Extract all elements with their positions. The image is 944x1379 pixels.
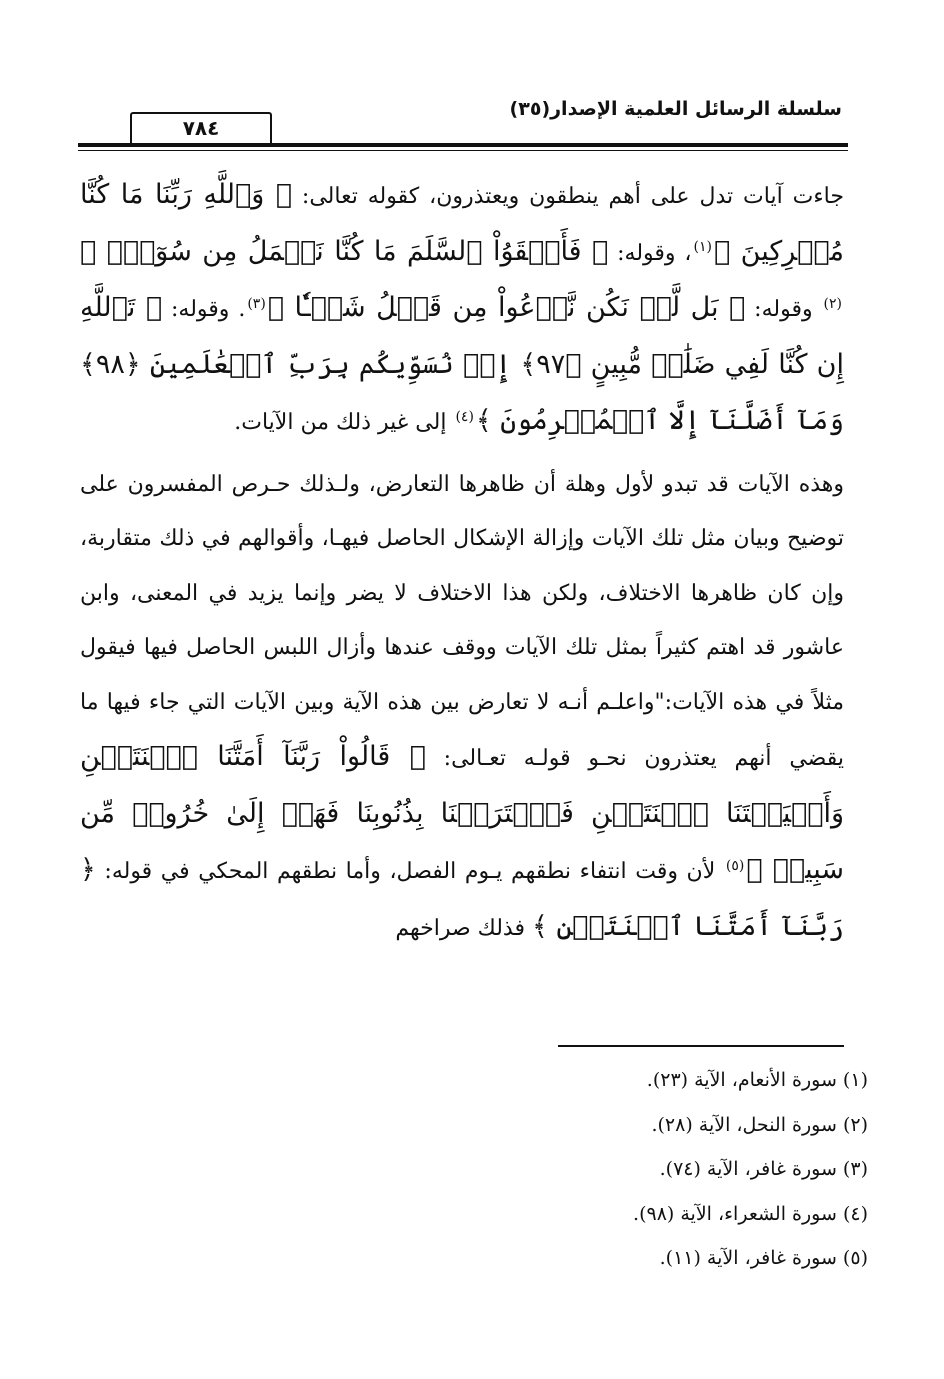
running-header [78, 92, 848, 152]
footnote-item: (٣) سورة غافر، الآية (٧٤). [659, 1158, 868, 1180]
footnote-ref: (٢) [823, 295, 842, 312]
footnote-item: (٢) سورة النحل، الآية (٢٨). [651, 1113, 868, 1136]
footnote-item: (٥) سورة غافر، الآية (١١). [659, 1247, 868, 1269]
quran-verse: ﴿ رَبَّنَآ أَمَتَّنَا ٱثۡنَتَيۡنِ ﴾ [80, 854, 844, 942]
footnote-separator [558, 1045, 844, 1047]
quran-verse: ﴿ قَالُواْ رَبَّنَآ أَمَتَّنَا ٱثۡنَتَيۡنِ وَأَحۡيَيۡتَنَا ٱثۡنَتَيۡنِ فَٱعۡتَرَفۡنَا بِذُنُوبِنَا فَهَلۡ إِلَىٰ خُرُوجٖ مِّن سَبِيلٖ ﴾ [80, 741, 845, 885]
quran-verse: ﴿ فَأَلۡقَوُاْ ٱلسَّلَمَ مَا كُنَّا نَعۡمَلُ مِن سُوٓءِۭ ﴾ [80, 235, 609, 267]
paragraph-2 [80, 458, 844, 957]
text-segment: . وقوله: [162, 297, 246, 322]
footnote-item: (٤) سورة الشعراء، الآية (٩٨). [633, 1202, 868, 1225]
footnote-ref: (٣) [247, 295, 266, 312]
footnote-ref: (٤) [455, 408, 474, 425]
page-number-box [130, 112, 272, 144]
page-number: ٧٨٤ [182, 116, 220, 140]
body-text [80, 168, 844, 956]
text-segment: وهذه الآيات قد تبدو لأول وهلة أن ظاهرها التعارض، ولـذلك حـرص المفسرون على توضيح وبيان مثل تلك الآيات وإزالة الإشكال الحاصل فيهـا، وأقوالهم في ذلك متقاربة، وإن كان ظاهرها الاختلاف، ولكن هذا الاختلاف لا يضر وإنما يزيد في المعنى، وابن عاشور قد اهتم كثيراً بمثل تلك الآيات ووقف عندها وأزال اللبس الحاصل فيها فيقول مثلاً في هذه الآيات:"واعلـم أنـه لا تعارض بين هذه الآية وبين الآيات التي جاء فيها ما يقضي أنهم يعتذرون نحـو قولـه تعـالى: [80, 471, 844, 771]
quran-verse: ﴿ وَٱللَّهِ رَبِّنَا مَا كُنَّا مُشۡرِكِينَ ﴾ [80, 179, 844, 267]
paragraph-1 [80, 168, 844, 451]
text-segment: وقوله: [745, 297, 822, 322]
footnote-ref: (١) [693, 239, 712, 256]
text-segment: لأن وقت انتفاء نطقهم يـوم الفصل، وأما نطقهم المحكي في قوله: [95, 859, 724, 884]
text-segment: ، وقوله: [608, 240, 692, 266]
quran-verse: ﴿ بَل لَّمۡ نَكُن نَّدۡعُواْ مِن قَبۡلُ شَيۡـٔٗا ﴾ [267, 292, 746, 323]
footnote-ref: (٥) [725, 857, 745, 874]
header-rule-thick [78, 143, 848, 147]
footnotes [368, 1058, 868, 1281]
text-segment: فذلك صراخهم [395, 915, 532, 941]
series-title: سلسلة الرسائل العلمية الإصدار(٣٥) [509, 98, 842, 120]
text-segment: جاءت آيات تدل على أهم ينطقون ويعتذرون، كقوله تعالى: [292, 184, 844, 209]
text-segment: إلى غير ذلك من الآيات. [234, 410, 454, 435]
quran-verse: ﴿ تَٱللَّهِ إِن كُنَّا لَفِي ضَلَٰلٖ مُّبِينٍ ﴿٩٧﴾ إِذۡ نُسَوِّيكُم بِرَبِّ ٱلۡعَٰلَمِينَ ﴿٩٨﴾ وَمَآ أَضَلَّنَآ إِلَّا ٱلۡمُجۡرِمُونَ ﴾ [80, 292, 844, 436]
header-rule-thin [78, 150, 848, 151]
footnote-item: (١) سورة الأنعام، الآية (٢٣). [646, 1069, 868, 1091]
